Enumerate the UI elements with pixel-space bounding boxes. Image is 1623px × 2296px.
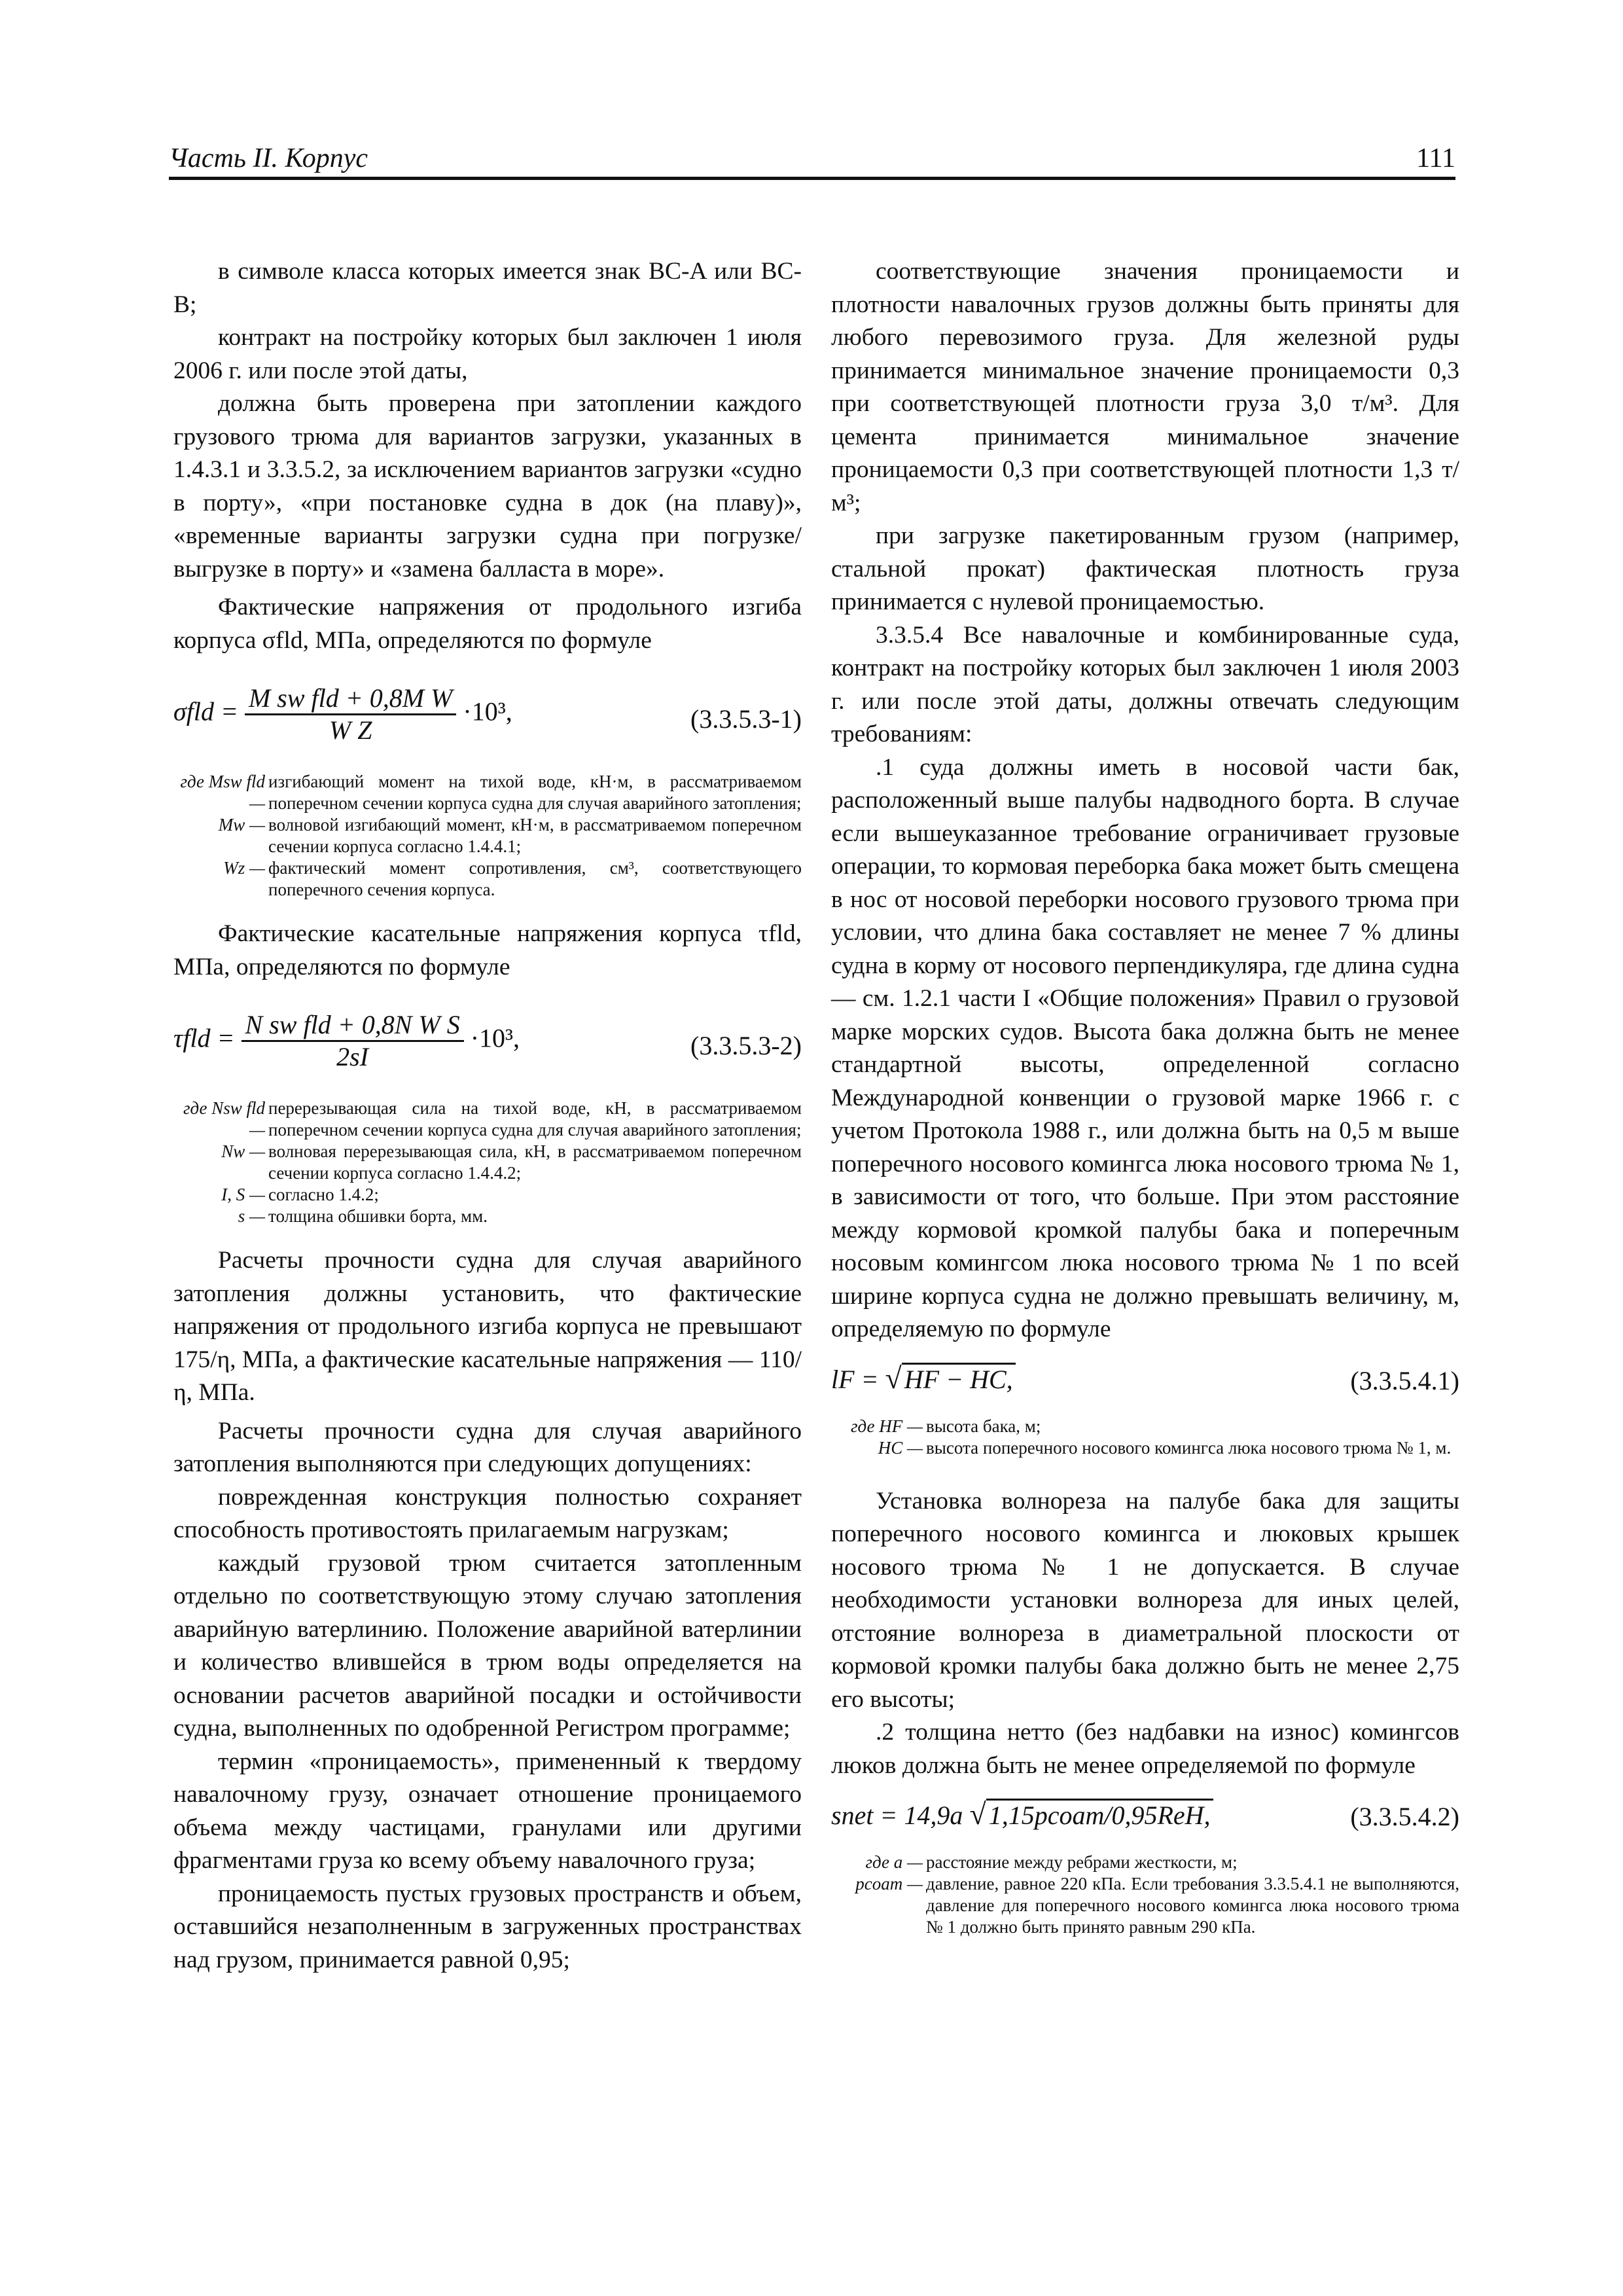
paragraph: в символе класса которых имеется знак BC-A или BC-B; xyxy=(173,258,802,318)
right-column xyxy=(831,255,1459,1955)
paragraph: Фактические напряжения от продольного изгиба корпуса σfld, МПа, определяются по формуле xyxy=(173,594,802,654)
paragraph: Расчеты прочности судна для случая аварийного затопления выполняются при следующих допущениях: xyxy=(173,1417,802,1477)
formula-legend: где Nsw fld — перерезывающая сила на тихой воде, кН, в рассматриваемом поперечном сечении корпуса судна для случая аварийного затопления; Nw — волновая перерезывающая сила, кН, в рассматриваемом поперечном сечении корпуса согласно 1.4.4.2; I, S — согласно 1.4.2; s — толщина обшивки борта, мм. xyxy=(183,1098,802,1226)
formula-lhs: lF = xyxy=(831,1364,879,1394)
paragraph: проницаемость пустых грузовых пространств и объем, оставшийся незаполненным в загруженных пространствах над грузом, принимается равной 0,95; xyxy=(173,1880,802,1973)
formula-legend: где HF — высота бака, м; HC — высота поперечного носового комингса люка носового трюма № 1, м. xyxy=(850,1416,1452,1458)
formula-number: (3.3.5.3-2) xyxy=(690,1031,802,1060)
paragraph: контракт на постройку которых был заключен 1 июля 2006 г. или после этой даты, xyxy=(173,324,802,384)
page-number: 111 xyxy=(1416,143,1455,173)
formula-lhs: τfld = xyxy=(173,1023,235,1053)
paragraph: соответствующие значения проницаемости и плотности навалочных грузов должны быть приняты для любого перевозимого груза. Для железной руды принимается минимальное значение проницаемости 0,3 при соответствующей плотности груза 3,0 т/м³. Для цемента принимается минимальное значение проницаемости 0,3 при соответствующей плотности 1,3 т/м³; xyxy=(831,258,1459,516)
formula-legend: где Msw fld — изгибающий момент на тихой воде, кН·м, в рассматриваемом поперечном сечении корпуса судна для случая аварийного затопления; Mw — волновой изгибающий момент, кН·м, в рассматриваемом поперечном сечении корпуса согласно 1.4.4.1; Wz — фактический момент сопротивления, см³, соответствующего поперечного сечения корпуса. xyxy=(180,772,802,899)
formula-3.3.5.4.1 xyxy=(831,1362,1459,1408)
formula-number: (3.3.5.4.2) xyxy=(1350,1802,1459,1831)
paragraph: должна быть проверена при затоплении каждого грузового трюма для вариантов загрузки, указанных в 1.4.3.1 и 3.3.5.2, за исключением вариантов загрузки «судно в порту», «при постановке судна в док (на плаву)», «временные варианты загрузки судна при погрузке/выгрузке в порту» и «замена балласта в море». xyxy=(173,390,802,583)
formula-numerator: N sw fld + 0,8N W S xyxy=(241,1010,464,1042)
formula-numerator: M sw fld + 0,8M W xyxy=(245,683,456,715)
header-title: Часть II. Корпус xyxy=(169,143,368,173)
paragraph: термин «проницаемость», примененный к твердому навалочному грузу, означает отношение проницаемого объема между частицами, гранулами или другими фрагментами груза ко всему объему навалочного груза; xyxy=(173,1748,802,1874)
formula-lhs: σfld = xyxy=(173,696,238,726)
paragraph: Фактические касательные напряжения корпуса τfld, МПа, определяются по формуле xyxy=(173,920,802,980)
sqrt-icon: √ xyxy=(969,1797,986,1831)
formula-3.3.5.4.2 xyxy=(831,1798,1459,1844)
formula-3.3.5.3-1 xyxy=(173,683,802,755)
left-column xyxy=(173,255,802,1977)
paragraph: .2 толщина нетто (без надбавки на износ) комингсов люков должна быть не менее определяемой по формуле xyxy=(831,1719,1459,1779)
paragraph: .1 суда должны иметь в носовой части бак, расположенный выше палубы надводного борта. В случае если вышеуказанное требование ограничивает грузовые операции, то кормовая переборка бака может быть смещена в нос от носовой переборки носового грузового трюма при условии, что длина бака составляет не менее 7 % длины судна в корму от носового перпендикуляра, где длина судна — см. 1.2.1 части I «Общие положения» Правил о грузовой марке морских судов. Высота бака должна быть не менее стандартной высоты, определенной согласно Международной конвенции о грузовой марке 1966 г. с учетом Протокола 1988 г., или должна быть на 0,5 м выше поперечного носового комингса люка носового трюма № 1, в зависимости от того, что больше. При этом расстояние между кормовой кромкой палубы бака и поперечным носовым комингсом люка носового трюма № 1 по всей ширине корпуса судна не должно превышать величину, м, определяемую по формуле xyxy=(831,753,1459,1342)
paragraph: при загрузке пакетированным грузом (например, стальной прокат) фактическая плотность груза принимается с нулевой проницаемостью. xyxy=(831,522,1459,615)
paragraph: поврежденная конструкция полностью сохраняет способность противостоять прилагаемым нагрузкам; xyxy=(173,1483,802,1543)
header-rule xyxy=(169,177,1455,180)
formula-number: (3.3.5.3-1) xyxy=(690,704,802,734)
formula-denominator: 2sI xyxy=(336,1042,369,1071)
section-3.3.5.4: 3.3.5.4 Все навалочные и комбинированные суда, контракт на постройку которых был заключен 1 июля 2003 г. или после этой даты, должны отвечать следующим требованиям: xyxy=(831,621,1459,747)
formula-lhs: snet = 14,9a xyxy=(831,1801,963,1830)
formula-tail: ·10³, xyxy=(470,1023,520,1053)
formula-legend: где a — расстояние между ребрами жесткости, м; pcoam — давление, равное 220 кПа. Если требования 3.3.5.4.1 не выполняются, давление для поперечного носового комингса люка носового трюма № 1 должно быть принято равным 290 кПа. xyxy=(855,1852,1459,1937)
formula-number: (3.3.5.4.1) xyxy=(1350,1365,1459,1395)
paragraph: каждый грузовой трюм считается затопленным отдельно по соответствующую этому случаю затопления аварийную ватерлинию. Положение аварийной ватерлинии и количество влившейся в трюм воды определяется на основании расчетов аварийной посадки и остойчивости судна, выполненных по одобренной Регистром программе; xyxy=(173,1549,802,1742)
formula-tail: ·10³, xyxy=(463,696,512,726)
formula-denominator: W Z xyxy=(329,715,372,745)
formula-radicand: 1,15pcoam/0,95ReH, xyxy=(986,1799,1213,1830)
formula-radicand: HF − HC, xyxy=(902,1363,1016,1394)
page-header xyxy=(169,143,1455,181)
paragraph: Расчеты прочности судна для случая аварийного затопления должны установить, что фактические напряжения от продольного изгиба корпуса не превышают 175/η, МПа, а фактические касательные напряжения — 110/η, МПа. xyxy=(173,1247,802,1406)
paragraph: Установка волнореза на палубе бака для защиты поперечного носового комингса и люковых крышек носового трюма № 1 не допускается. В случае необходимости установки волнореза для иных целей, отстояние волнореза в диаметральной плоскости от кормовой кромки палубы бака должно быть не менее 2,75 его высоты; xyxy=(831,1487,1459,1713)
formula-3.3.5.3-2 xyxy=(173,1010,802,1082)
sqrt-icon: √ xyxy=(885,1361,902,1395)
